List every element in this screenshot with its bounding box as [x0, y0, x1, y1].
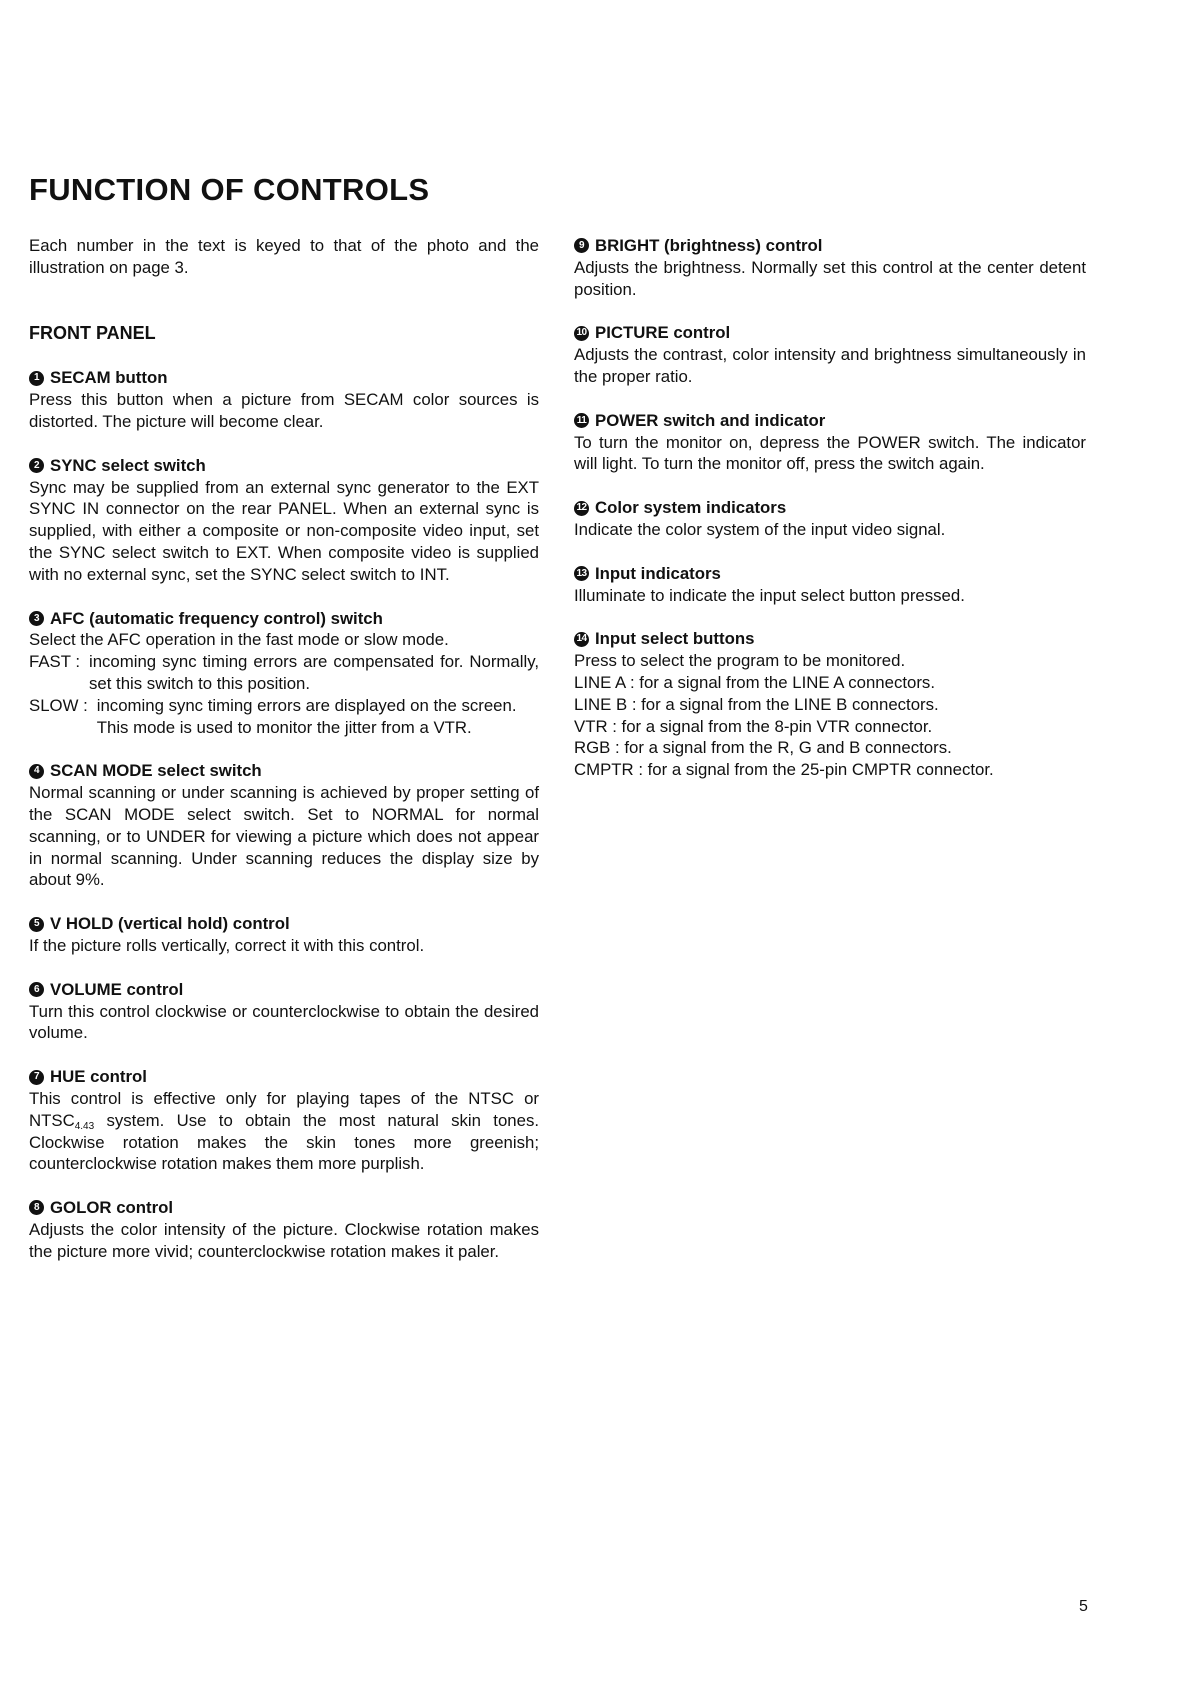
control-title: VOLUME control — [50, 979, 184, 999]
definition-text: This mode is used to monitor the jitter from a VTR. — [96, 717, 472, 737]
control-title: AFC (automatic frequency control) switch — [50, 608, 383, 628]
number-badge: 5 — [29, 917, 44, 932]
control-description: Adjusts the color intensity of the picture. Clockwise rotation makes the picture more vivid; counterclockwise rotation makes it paler. — [29, 1219, 539, 1261]
number-badge: 14 — [574, 632, 589, 647]
input-entry-rgb: RGB : for a signal from the R, G and B connectors. — [574, 738, 952, 758]
control-item-bright — [574, 235, 1086, 300]
control-description: To turn the monitor on, depress the POWER switch. The indicator will light. To turn the monitor off, press the switch again. — [574, 432, 1086, 474]
control-item-afc — [29, 608, 539, 739]
control-item-volume — [29, 979, 539, 1044]
number-badge: 12 — [574, 501, 589, 516]
input-entry-line-a: LINE A : for a signal from the LINE A connectors. — [574, 672, 935, 692]
control-item-input-select — [574, 628, 1086, 781]
intro-paragraph: Each number in the text is keyed to that of the photo and the illustration on page 3. — [29, 236, 539, 277]
control-title: Input select buttons — [595, 629, 755, 649]
definition-text: incoming sync timing errors are compensated for. Normally, set this switch to this position. — [88, 652, 539, 693]
number-badge: 8 — [29, 1200, 44, 1215]
control-title: HUE control — [50, 1067, 147, 1087]
control-title: POWER switch and indicator — [595, 410, 826, 430]
definition-term: SLOW : — [29, 695, 88, 715]
control-description: Press to select the program to be monitored. — [574, 651, 906, 671]
left-column — [29, 235, 539, 1284]
afc-slow-definition — [29, 695, 539, 739]
control-description: Adjusts the brightness. Normally set this control at the center detent position. — [574, 257, 1086, 299]
control-title: SECAM button — [50, 368, 168, 388]
control-title: Color system indicators — [595, 498, 787, 518]
control-title: SYNC select switch — [50, 455, 206, 475]
control-item-scan-mode — [29, 760, 539, 891]
number-badge: 7 — [29, 1070, 44, 1085]
control-item-sync — [29, 455, 539, 586]
number-badge: 1 — [29, 371, 44, 386]
control-description: Turn this control clockwise or counterclockwise to obtain the desired volume. — [29, 1001, 539, 1043]
right-column — [574, 235, 1086, 803]
control-item-hue — [29, 1066, 539, 1175]
control-item-color — [29, 1197, 539, 1262]
control-item-input-indicators — [574, 563, 1086, 607]
number-badge: 2 — [29, 458, 44, 473]
control-item-picture — [574, 322, 1086, 387]
control-title: Input indicators — [595, 563, 721, 583]
subscript-443: 4.43 — [74, 1120, 95, 1132]
number-badge: 9 — [574, 238, 589, 253]
control-description: Indicate the color system of the input video signal. — [574, 519, 946, 539]
number-badge: 3 — [29, 611, 44, 626]
definition-term: FAST : — [29, 652, 80, 672]
control-title: SCAN MODE select switch — [50, 761, 262, 781]
control-description: Illuminate to indicate the input select button pressed. — [574, 585, 965, 605]
number-badge: 13 — [574, 566, 589, 581]
number-badge: 10 — [574, 326, 589, 341]
number-badge: 11 — [574, 413, 589, 428]
control-title: BRIGHT (brightness) control — [595, 236, 823, 255]
control-title: V HOLD (vertical hold) control — [50, 914, 290, 934]
control-description: Sync may be supplied from an external sync generator to the EXT SYNC IN connector on the rear PANEL. When an external sync is supplied, with either a composite or non-composite video input, set the SYNC select switch to EXT. When composite video is supplied with no external sync, set the SYNC select switch to INT. — [29, 477, 539, 584]
afc-fast-definition — [29, 651, 539, 695]
input-entry-vtr: VTR : for a signal from the 8-pin VTR connector. — [574, 716, 933, 736]
control-description: This control is effective only for playing tapes of the NTSC or $NTSC_{4.43}$ system. Use to obtain the most natural skin tones. Clockwise rotation makes the skin tones more greenish; counterclockwise rotation makes them more purplish. — [29, 1088, 539, 1174]
input-entry-line-b: LINE B : for a signal from the LINE B connectors. — [574, 694, 939, 714]
control-item-color-system — [574, 497, 1086, 541]
control-description: Press this button when a picture from SECAM color sources is distorted. The picture will become clear. — [29, 390, 539, 431]
control-title: PICTURE control — [595, 323, 731, 343]
control-item-v-hold — [29, 913, 539, 957]
number-badge: 4 — [29, 764, 44, 779]
page-title: FUNCTION OF CONTROLS — [29, 172, 430, 207]
control-description: Normal scanning or under scanning is achieved by proper setting of the SCAN MODE select switch. Set to NORMAL for normal scanning, or to UNDER for viewing a picture which does not appear in normal scanning. Under scanning reduces the display size by about 9%. — [29, 783, 539, 890]
control-description: Select the AFC operation in the fast mode or slow mode. — [29, 630, 449, 650]
control-title: GOLOR control — [50, 1198, 174, 1218]
definition-text: incoming sync timing errors are displayed on the screen. — [96, 695, 517, 715]
number-badge: 6 — [29, 982, 44, 997]
section-title-front-panel: FRONT PANEL — [29, 322, 156, 343]
control-description: Adjusts the contrast, color intensity and brightness simultaneously in the proper ratio. — [574, 345, 1086, 386]
control-description: If the picture rolls vertically, correct it with this control. — [29, 935, 425, 955]
page-number: 5 — [1079, 1598, 1088, 1615]
control-item-secam — [29, 367, 539, 432]
control-item-power — [574, 410, 1086, 475]
input-entry-cmptr: CMPTR : for a signal from the 25-pin CMPTR connector. — [574, 760, 994, 780]
